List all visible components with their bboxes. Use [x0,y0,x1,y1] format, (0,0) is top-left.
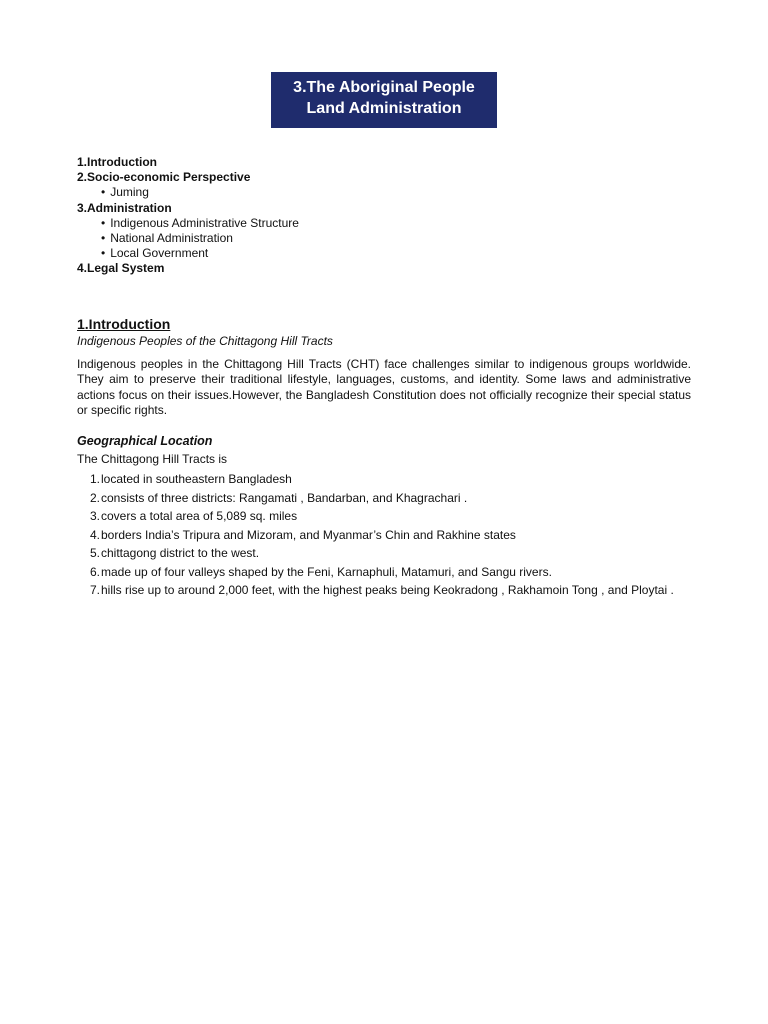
list-item-text: hills rise up to around 2,000 feet, with the highest peaks being Keokradong , Rakhamoin Tong , and Ploytai . [101,583,674,597]
list-item [77,526,697,545]
geography-lead: The Chittagong Hill Tracts is [77,452,228,466]
list-item-text: made up of four valleys shaped by the Feni, Karnaphuli, Matamuri, and Sangu rivers. [101,564,552,579]
list-item-text: chittagong district to the west. [101,546,260,560]
toc-section-introduction: 1.Introduction [77,155,157,169]
geography-list [77,470,697,600]
document-title [0,72,768,128]
list-item-number: 4. [89,527,100,542]
toc-section-legal-system: 4.Legal System [77,261,165,276]
list-item [77,470,697,489]
list-item-number: 6. [89,564,100,579]
toc-item-juming: • Juming [101,185,299,200]
toc-item-national-administration: • National Administration [101,231,299,246]
list-item [77,563,697,582]
toc-sublist-administration [77,216,299,262]
list-item-number: 5. [89,546,100,560]
introduction-subheading: Indigenous Peoples of the Chittagong Hill Tracts [77,334,333,348]
geography-section [77,433,697,600]
list-item-number: 1. [89,472,100,486]
introduction-section [77,316,691,418]
toc-item-local-government: • Local Government [101,246,299,261]
table-of-contents [77,155,299,277]
toc-section-socio-economic: 2.Socio-economic Perspective [77,170,251,185]
list-item-number: 3. [89,509,100,523]
list-item-text: located in southeastern Bangladesh [101,472,292,486]
list-item [77,489,697,508]
list-item-text: covers a total area of 5,089 sq. miles [101,509,298,523]
introduction-heading: 1.Introduction [77,316,171,332]
toc-item-indigenous-structure: • Indigenous Administrative Structure [101,216,299,231]
list-item-text: borders India’s Tripura and Mizoram, and Myanmar’s Chin and Rakhine states [101,527,516,542]
title-line-2: Land Administration [271,98,498,128]
title-line-1: 3.The Aboriginal People [271,72,497,98]
list-item [77,581,697,600]
list-item [77,544,697,563]
list-item-text: consists of three districts: Rangamati , Bandarban, and Khagrachari . [101,490,468,505]
toc-sublist-socio-economic [77,185,299,200]
list-item-number: 7. [89,583,100,597]
list-item-number: 2. [89,490,100,505]
toc-section-administration: 3.Administration [77,200,172,215]
list-item [77,507,697,526]
geography-heading: Geographical Location [77,434,213,448]
introduction-paragraph: Indigenous peoples in the Chittagong Hill Tracts (CHT) face challenges similar to indigenous groups worldwide. They aim to preserve their traditional lifestyle, languages, customs, and identity. Some laws and administrative actions focus on their issues.However, the Bangladesh Constitution does not officially recognize their special status or specific rights. [77,357,691,417]
